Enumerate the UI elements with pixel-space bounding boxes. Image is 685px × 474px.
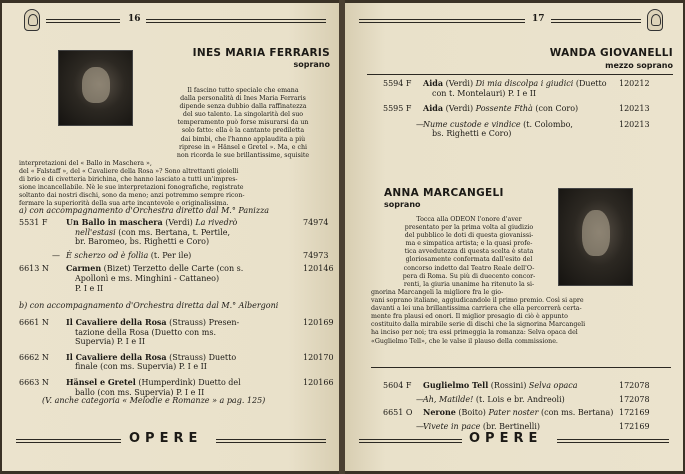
voice-type-marcangeli: soprano bbox=[384, 200, 421, 209]
bio-line: temperamento può forse misurarsi da un bbox=[177, 119, 309, 127]
bio-line: davanti a lei una brillantissima carriera che ella percorrerà certa- bbox=[371, 305, 582, 313]
bio-line: dalla personalità di Ines Maria Ferraris bbox=[180, 95, 306, 103]
catalogue-number: 172078 bbox=[619, 381, 650, 390]
section-divider bbox=[367, 74, 673, 75]
bio-line: ma e simpatica artista; e la quasi profe- bbox=[405, 240, 533, 248]
bio-line: solo fatto: ella è la cantante prediletta bbox=[181, 127, 305, 135]
bio-line: Il fascino tutto speciale che emana bbox=[187, 87, 299, 94]
catalogue-number: 120212 bbox=[619, 79, 650, 88]
bio-line: mente fra plausi ed onori. Il miglior presagio di ciò è appunto bbox=[371, 313, 568, 321]
bio-line: tica avvedutezza di questa scelta è stata bbox=[404, 248, 534, 256]
bio-line: interpretazioni del « Ballo in Maschera », bbox=[19, 160, 152, 167]
record-number: 6613 N bbox=[19, 264, 49, 274]
section-a-heading: a) con accompagnamento d'Orchestra diretto dal M.° Panizza bbox=[19, 206, 270, 215]
section-footer: OPERE bbox=[469, 431, 543, 446]
right-page bbox=[345, 3, 683, 471]
recording-title: Aida (Verdi) Di mia discolpa i giudici (Duetto con t. Montelauri) P. I e II bbox=[423, 78, 607, 98]
recording-title: Guglielmo Tell (Rossini) Selva opaca bbox=[423, 380, 578, 390]
voice-type: soprano bbox=[293, 60, 330, 69]
record-number: 5594 F bbox=[383, 79, 412, 88]
bio-line: del « Falstaff », del « Cavaliere della Rosa »? Sono altrettanti gioielli bbox=[19, 168, 239, 176]
artist-bio-intro bbox=[153, 87, 333, 160]
bio-line: costituito dalla mirabile serie di dischi che la signorina Marcangeli bbox=[371, 321, 586, 329]
recording-title: Vivete in pace (br. Bertinelli) bbox=[423, 421, 541, 431]
artist-portrait-ferraris bbox=[58, 50, 133, 126]
bio-line: dai bimbi, che l'hanno applaudita a più bbox=[180, 135, 306, 143]
catalogue-number: 120213 bbox=[619, 104, 650, 114]
bio-line: concorso indetto dal Teatro Reale dell'O- bbox=[403, 264, 535, 272]
footer-rule-right bbox=[557, 439, 669, 443]
bio-line: di brio e di civetteria birichina, che hanno lasciato a tutti un'impres- bbox=[19, 176, 238, 184]
page-number: 17 bbox=[532, 14, 545, 24]
header-rule-left bbox=[359, 19, 525, 23]
recording-title: Il Cavaliere della Rosa (Strauss) Presen- tazione della Rosa (Duetto con ms. Supervia) P. I e II bbox=[66, 317, 240, 347]
catalogue-number: 172169 bbox=[619, 408, 650, 418]
section-b-heading: b) con accompagnamento d'Orchestra diretta dal M.° Albergoni bbox=[19, 301, 279, 310]
catalogue-number: 120170 bbox=[303, 352, 334, 362]
artist-portrait-marcangeli bbox=[558, 188, 633, 286]
recording-title: Nume custode e vindice (t. Colombo, bs. Righetti e Coro) bbox=[423, 119, 573, 139]
bio-line: gnorina Marcangeli la migliore fra le gio- bbox=[371, 289, 504, 296]
record-number: 6661 N bbox=[19, 318, 49, 327]
record-number: 5595 F bbox=[383, 104, 412, 114]
cross-reference-note: (V. anche categoria « Melodie e Romanze » a pag. 125) bbox=[42, 396, 266, 405]
odeon-emblem-icon bbox=[647, 9, 663, 31]
catalogue-number: 74974 bbox=[303, 218, 329, 227]
entry-dash: — bbox=[52, 250, 60, 260]
recording-title: Carmen (Bizet) Terzetto delle Carte (con s. Apollonì e ms. Minghini - Cattaneo) P. I e II bbox=[66, 263, 244, 293]
bio-line: Tocca alla ODEON l'onore d'aver bbox=[416, 216, 522, 223]
recording-title: Il Cavaliere della Rosa (Strauss) Duetto finale (con ms. Supervia) P. I e II bbox=[66, 351, 237, 372]
bio-line: del suo talento. La singolarità del suo bbox=[182, 111, 304, 119]
artist-bio-continued bbox=[371, 289, 671, 346]
catalogue-number: 120169 bbox=[303, 318, 334, 327]
bio-line: gloriosamente confermata dall'esito del bbox=[405, 256, 533, 264]
record-number: 5531 F bbox=[19, 218, 48, 227]
entry-dash: — bbox=[416, 119, 424, 129]
artist-bio-continued bbox=[19, 160, 333, 209]
footer-rule-left bbox=[359, 439, 462, 443]
recording-title: Aida (Verdi) Possente Fthà (con Coro) bbox=[423, 103, 579, 114]
bio-line: renti, la giuria unanime ha ritenuto la si- bbox=[403, 280, 535, 288]
record-number: 6662 N bbox=[19, 352, 49, 362]
bio-line: pera di Roma. Su più di duecento concor- bbox=[402, 272, 536, 280]
bio-line: «Guglielmo Tell», che le valse il plauso della commissione. bbox=[371, 337, 558, 345]
catalogue-number: 120166 bbox=[303, 378, 334, 387]
artist-name-marcangeli: ANNA MARCANGELI bbox=[384, 187, 504, 199]
recording-title: È scherzo od è follia (t. Per ile) bbox=[66, 250, 192, 260]
bio-line: non ricorda le sue brillantissime, squisite bbox=[176, 151, 310, 159]
bio-line: vani soprano italiane, aggiudicandole il primo premio. Così si apre bbox=[371, 297, 584, 305]
catalogue-number: 74973 bbox=[303, 250, 329, 260]
recording-title: Ah, Matilde! (t. Lois e br. Andreoli) bbox=[423, 394, 565, 404]
header-rule-right bbox=[551, 19, 641, 23]
recording-title: Nerone (Boito) Pater noster (con ms. Bertana) bbox=[423, 407, 614, 418]
catalogue-number: 120146 bbox=[303, 264, 334, 274]
artist-name: INES MARIA FERRARIS bbox=[192, 47, 330, 59]
bio-line: soltanto dai nostri dischi, sono da meno; anzi potremmo sempre ricon- bbox=[19, 192, 245, 200]
artist-bio-intro bbox=[385, 216, 553, 289]
catalogue-number: 172169 bbox=[619, 421, 650, 431]
section-footer: OPERE bbox=[129, 431, 203, 446]
section-divider bbox=[371, 367, 671, 368]
recording-title: Hänsel e Gretel (Humperdink) Duetto del ballo (con ms. Supervia) P. I e II bbox=[66, 377, 241, 397]
odeon-emblem-icon bbox=[24, 9, 40, 31]
header-rule-right bbox=[146, 19, 326, 23]
bio-line: presentato per la prima volta al giudizio bbox=[404, 224, 534, 232]
page-number: 16 bbox=[128, 14, 141, 24]
bio-line: del pubblico le doti di questa giovanissi- bbox=[404, 232, 534, 240]
entry-dash: — bbox=[416, 421, 424, 431]
bio-line: dipende senza dubbio dalla raffinatezza bbox=[179, 103, 307, 111]
record-number: 5604 F bbox=[383, 381, 412, 390]
bio-line: ha inciso per noi; tra essi primeggia la romanza: Selva opaca del bbox=[371, 329, 578, 337]
entry-dash: — bbox=[416, 394, 424, 404]
footer-rule-left bbox=[16, 439, 121, 443]
catalogue-number: 120213 bbox=[619, 119, 650, 129]
bio-line: riprese in « Hänsel e Gretel ». Ma, e chi bbox=[178, 143, 308, 151]
left-page bbox=[2, 3, 339, 471]
bio-line: fermare la superiorità della sua arte incantevole e originalissima. bbox=[19, 200, 229, 208]
bio-line: sione incancellabile. Nè le sue interpretazioni fonografiche, registrate bbox=[19, 184, 244, 192]
recording-title: Un Ballo in maschera (Verdi) La rivedrò nell'estasi (con ms. Bertana, t. Pertile, br. Baromeo, bs. Righetti e Coro) bbox=[66, 217, 238, 247]
record-number: 6663 N bbox=[19, 378, 49, 387]
catalogue-number: 172078 bbox=[619, 394, 650, 404]
header-rule-left bbox=[46, 19, 120, 23]
record-number: 6651 O bbox=[383, 408, 413, 418]
voice-type-giovanelli: mezzo soprano bbox=[605, 61, 673, 70]
footer-rule-right bbox=[216, 439, 326, 443]
artist-name-giovanelli: WANDA GIOVANELLI bbox=[549, 47, 673, 59]
